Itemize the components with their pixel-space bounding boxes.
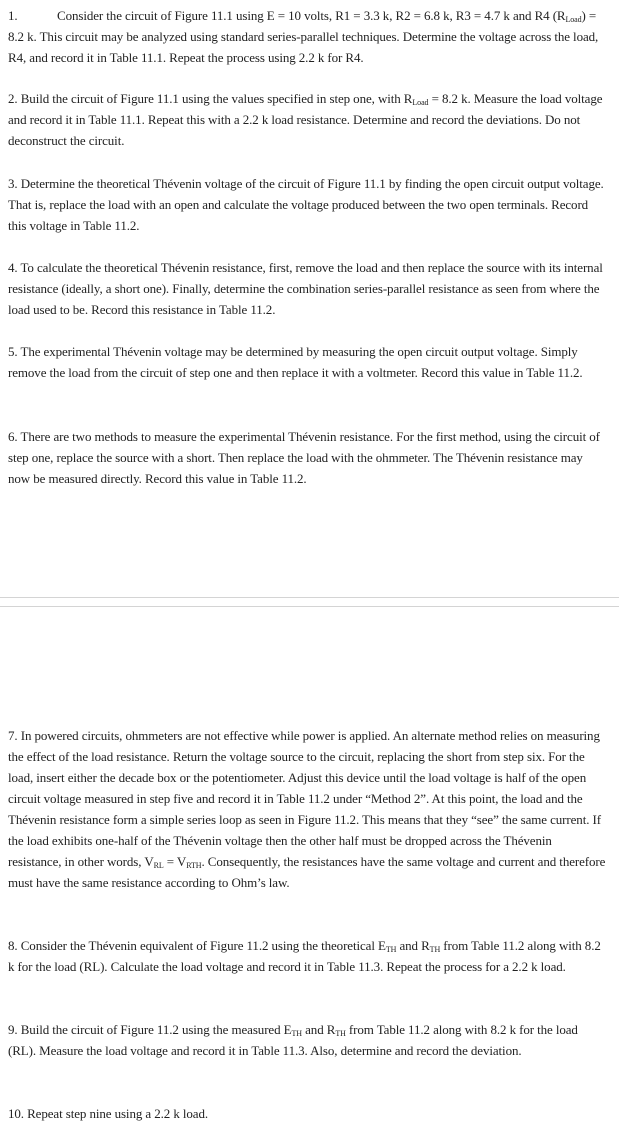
step-text: from Table 11.2 along with 8.2 k for the load (RL). Calculate the load voltage and record it in Table 11.3. Repeat the process for a 2.2 k load. [8, 938, 601, 974]
step-text: Repeat step nine using a 2.2 k load. [27, 1106, 208, 1121]
step-6 [8, 426, 608, 489]
step-9 [8, 1019, 608, 1061]
step-text: = V [163, 854, 187, 869]
step-number: 10. [8, 1106, 24, 1121]
step-number: 4. [8, 260, 18, 275]
step-number: 5. [8, 344, 18, 359]
step-4 [8, 257, 608, 320]
step-text: Consider the circuit of Figure 11.1 using E = 10 volts, R1 = 3.3 k, R2 = 6.8 k, R3 = 4.7 k and R4 (R [57, 8, 566, 23]
step-1 [8, 5, 608, 68]
step-8 [8, 935, 608, 977]
step-number: 3. [8, 176, 18, 191]
step-text: Consider the Thévenin equivalent of Figure 11.2 using the theoretical E [20, 938, 386, 953]
step-text: and R [396, 938, 430, 953]
subscript: Load [412, 98, 429, 107]
step-text: ) = 8.2 k. This circuit may be analyzed using standard series-parallel techniques. Determine the voltage across the load, R4, and record it in Table 11.1. Repeat the process using 2.2 k for R4. [8, 8, 599, 65]
step-text: There are two methods to measure the experimental Thévenin resistance. For the first method, using the circuit of step one, replace the source with a short. Then replace the load with the ohmmeter. The Thévenin resistance may now be measured directly. Record this value in Table 11.2. [8, 429, 600, 486]
step-5 [8, 341, 608, 383]
step-text: = 8.2 k. Measure the load voltage and record it in Table 11.1. Repeat this with a 2.2 k load resistance. Determine and record the deviations. Do not deconstruct the circuit. [8, 91, 603, 148]
step-text: Build the circuit of Figure 11.1 using the values specified in step one, with R [20, 91, 413, 106]
step-text: Determine the theoretical Thévenin voltage of the circuit of Figure 11.1 by finding the open circuit output voltage. That is, replace the load with an open and calculate the voltage produced between the two open terminals. Record this voltage in Table 11.2. [8, 176, 604, 233]
step-number: 1. [8, 8, 18, 23]
step-text: from Table 11.2 along with 8.2 k for the load (RL). Measure the load voltage and record it in Table 11.3. Also, determine and record the deviation. [8, 1022, 578, 1058]
step-number: 6. [8, 429, 18, 444]
step-2 [8, 88, 608, 151]
step-text: To calculate the theoretical Thévenin resistance, first, remove the load and then replace the source with its internal resistance (ideally, a short one). Finally, determine the combination series-parallel resistance as seen from where the load used to be. Record this resistance in Table 11.2. [8, 260, 603, 317]
subscript: RTH [186, 861, 202, 870]
subscript: TH [429, 945, 441, 954]
step-text: . Consequently, the resistances have the same voltage and current and therefore must have the same resistance according to Ohm’s law. [8, 854, 606, 890]
subscript: TH [385, 945, 397, 954]
subscript: RL [153, 861, 164, 870]
step-text: and R [301, 1022, 336, 1037]
step-7 [8, 725, 608, 893]
step-3 [8, 173, 608, 236]
step-text: The experimental Thévenin voltage may be determined by measuring the open circuit output voltage. Simply remove the load from the circuit of step one and then replace it with a voltmeter. Record this value in Table 11.2. [8, 344, 583, 380]
subscript: TH [335, 1029, 346, 1038]
subscript: TH [291, 1029, 302, 1038]
subscript: Load [565, 15, 582, 24]
step-text: In powered circuits, ohmmeters are not effective while power is applied. An alternate method relies on measuring the effect of the load resistance. Return the voltage source to the circuit, replacing the short from step six. For the load, insert either the decade box or the potentiometer. Adjust this device until the load voltage is half of the open circuit voltage measured in step five and record it in Table 11.2 under “Method 2”. At this point, the load and the Thévenin resistance form a simple series loop as seen in Figure 11.2. This means that they “see” the same current. If the load exhibits one-half of the Thévenin voltage then the other half must be dropped across the Thévenin resistance, in other words, V [8, 728, 601, 869]
page-separator-bottom [0, 606, 619, 607]
step-10 [8, 1103, 608, 1124]
step-number: 7. [8, 728, 18, 743]
step-text: Build the circuit of Figure 11.2 using the measured E [20, 1022, 292, 1037]
page-separator-top [0, 597, 619, 598]
step-number: 2. [8, 91, 18, 106]
step-number: 8. [8, 938, 18, 953]
step-number: 9. [8, 1022, 18, 1037]
document-page-2 [0, 608, 619, 1125]
